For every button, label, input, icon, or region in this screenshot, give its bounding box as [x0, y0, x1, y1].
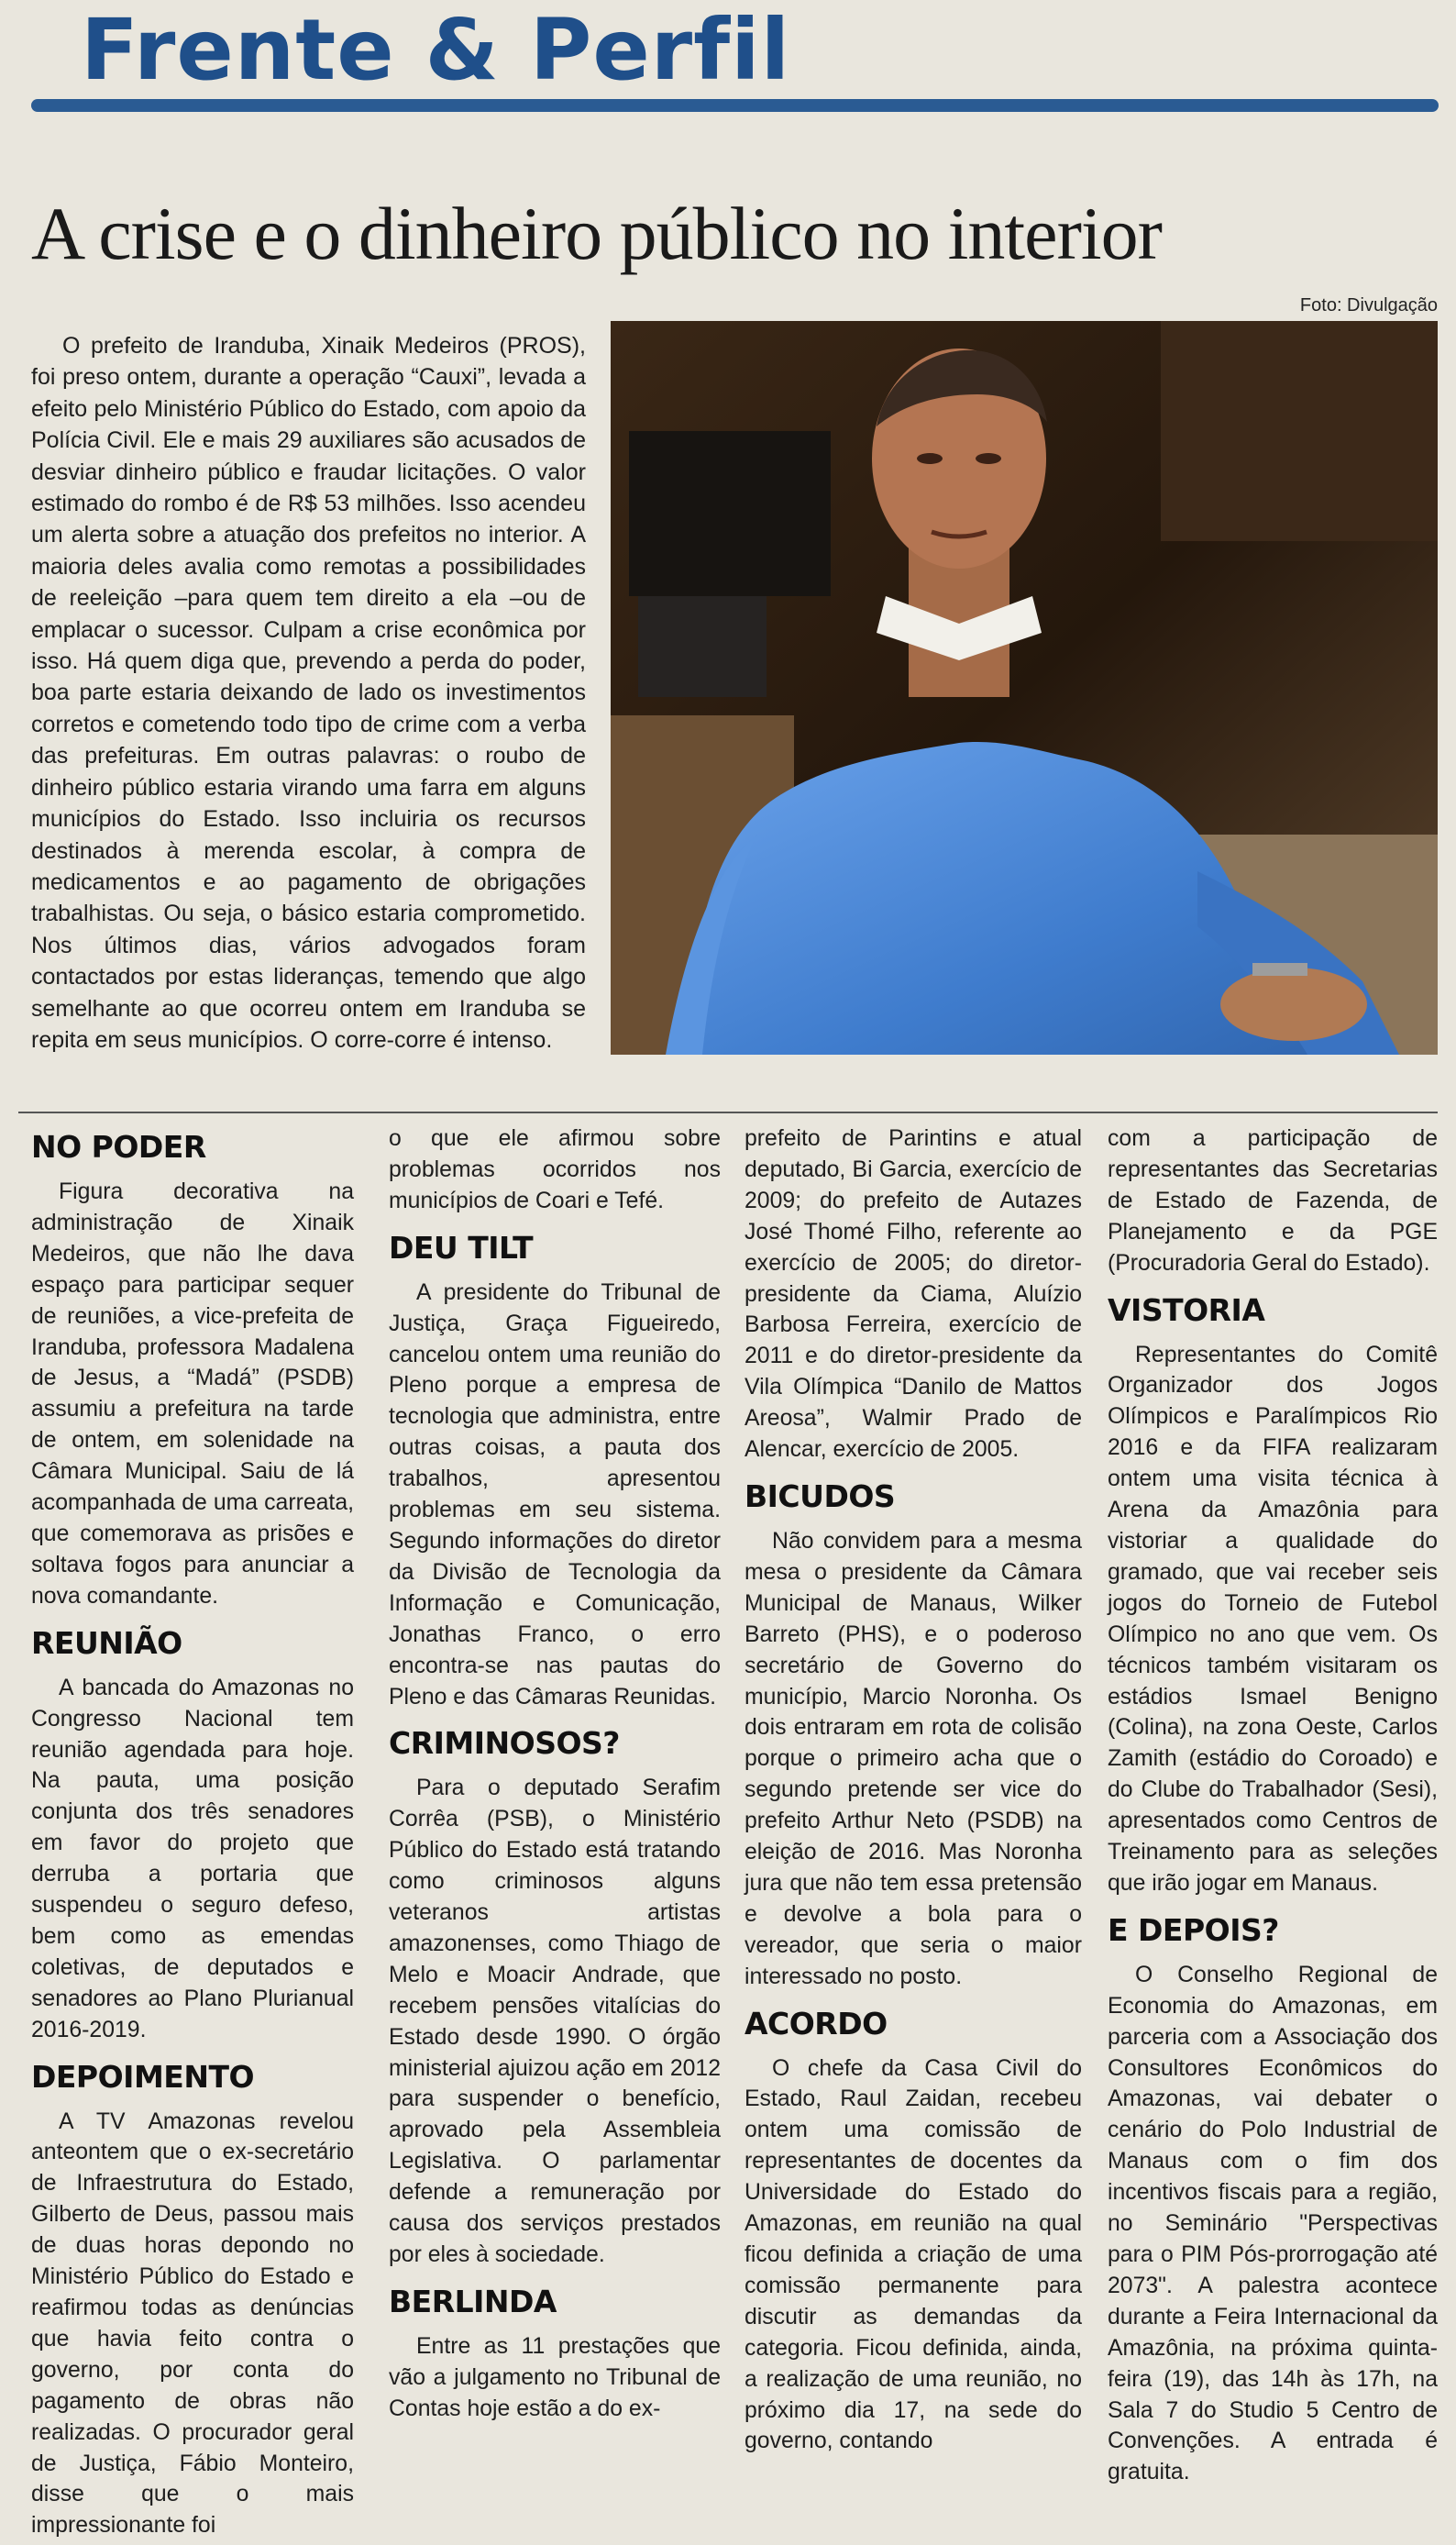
portrait-photo-icon [611, 321, 1438, 1055]
note-text: A presidente do Tribunal de Justiça, Graça Figueiredo, cancelou ontem uma reunião do Pleno porque a empresa de tecnologia que administra, entre outras coisas, a pauta dos trabalhos, apresentou problemas em seu sistema. Segundo informações do diretor da Divisão de Tecnologia da Informação e Comunicação, Jonathas Franco, o erro encontra-se nas pautas do Pleno e das Câmaras Reunidas. [389, 1279, 721, 1710]
column-divider [18, 1112, 1438, 1113]
column-2 [389, 1123, 721, 2429]
note-continuation: prefeito de Parintins e atual deputado, Bi Garcia, exercício de 2009; do prefeito de Autazes José Thomé Filho, referente ao exercício de 2005; do diretor-presidente da Ciama, Aluízio Barbosa Ferreira, exercício de 2011 e do diretor-presidente da Vila Olímpica “Danilo de Mattos Areosa”, Walmir Prado de Alencar, exercício de 2005. [745, 1126, 1082, 1463]
note-heading: CRIMINOSOS? [389, 1725, 620, 1762]
note-text: Não convidem para a mesma mesa o presidente da Câmara Municipal de Manaus, Wilker Barreto (PHS), e o poderoso secretário de Governo do município, Marcio Noronha. Os dois entraram em rota de colisão porque o primeiro acha que o segundo pretende ser vice do prefeito Arthur Neto (PSDB) na eleição de 2016. Mas Noronha jura que não tem essa pretensão e devolve a bola para o vereador, que seria o maior interessado no posto. [745, 1528, 1082, 1989]
note-heading: REUNIÃO [31, 1624, 182, 1661]
note-text: O Conselho Regional de Economia do Amazonas, em parceria com a Associação dos Consultores Econômicos do Amazonas, vai debater o cenário do Polo Industrial de Manaus com o fim dos incentivos fiscais para a região, no Seminário "Perspectivas para o PIM Pós-prorrogação até 2073". A palestra acontece durante a Feira Internacional da Amazônia, na próxima quinta-feira (19), das 14h às 17h, na Sala 7 do Studio 5 Centro de Convenções. A entrada é gratuita. [1108, 1962, 1438, 2485]
note-heading: E DEPOIS? [1108, 1911, 1279, 1948]
portrait-photo [611, 321, 1438, 1055]
note-continuation: o que ele afirmou sobre problemas ocorridos nos municípios de Coari e Tefé. [389, 1126, 721, 1213]
note-text: O chefe da Casa Civil do Estado, Raul Zaidan, recebeu ontem uma comissão de representantes de docentes da Universidade do Estado do Amazonas, em reunião na qual ficou definida a criação de uma comissão permanente para discutir as demandas da categoria. Ficou definida, ainda, a realização de uma reunião, no próximo dia 17, na sede do governo, contando [745, 2055, 1082, 2454]
section-rule [31, 99, 1439, 112]
note-heading: BICUDOS [745, 1477, 896, 1514]
section-title: Frente & Perfil [81, 1, 791, 99]
column-3 [745, 1123, 1082, 2461]
note-heading: ACORDO [745, 2005, 888, 2042]
note-text: A bancada do Amazonas no Congresso Nacional tem reunião agendada para hoje. Na pauta, uma posição conjunta dos três senadores em favor do projeto que derruba a portaria que suspendeu o seguro defeso, bem como as emendas coletivas, de deputados e senadores ao Plano Plurianual 2016-2019. [31, 1675, 354, 2042]
note-heading: DEU TILT [389, 1229, 534, 1266]
column-4 [1108, 1123, 1438, 2492]
note-text: Representantes do Comitê Organizador dos Jogos Olímpicos e Paralímpicos Rio 2016 e da FIFA realizaram ontem uma visita técnica à Arena da Amazônia para vistoriar a qualidade do gramado, que vai receber seis jogos do Torneio de Futebol Olímpico no ano que vem. Os técnicos também visitaram os estádios Ismael Benigno (Colina), na zona Oeste, Carlos Zamith (estádio do Coroado) e do Clube do Trabalhador (Sesi), apresentados como Centros de Treinamento para as seleções que irão jogar em Manaus. [1108, 1342, 1438, 1896]
photo-credit: Foto: Divulgação [1299, 295, 1438, 315]
note-heading: VISTORIA [1108, 1291, 1265, 1328]
headline: A crise e o dinheiro público no interior [31, 192, 1162, 275]
note-text: A TV Amazonas revelou anteontem que o ex-secretário de Infraestrutura do Estado, Gilberto de Deus, passou mais de duas horas depondo no Ministério Público do Estado e reafirmou todas as denúncias que havia feito contra o governo, por conta do pagamento de obras não realizadas. O procurador geral de Justiça, Fábio Monteiro, disse que o mais impressionante foi [31, 2108, 354, 2539]
note-text: Figura decorativa na administração de Xinaik Medeiros, que não lhe dava espaço para participar sequer de reuniões, a vice-prefeita de Iranduba, professora Madalena de Jesus, a “Madá” (PSDB) assumiu a prefeitura na tarde de ontem, em solenidade na Câmara Municipal. Saiu de lá acompanhada de uma carreata, que comemorava as prisões e soltava fogos para anunciar a nova comandante. [31, 1179, 354, 1609]
note-text: Entre as 11 prestações que vão a julgamento no Tribunal de Contas hoje estão a do ex- [389, 2333, 721, 2421]
note-heading: BERLINDA [389, 2283, 557, 2319]
note-continuation: com a participação de representantes das Secretarias de Estado de Fazenda, de Planejamento e da PGE (Procuradoria Geral do Estado). [1108, 1126, 1438, 1276]
note-text: Para o deputado Serafim Corrêa (PSB), o Ministério Público do Estado está tratando como criminosos alguns veteranos artistas amazonenses, como Thiago de Melo e Moacir Andrade, que recebem pensões vitalícias do Estado desde 1990. O órgão ministerial ajuizou ação em 2012 para suspender o benefício, aprovado pela Assembleia Legislativa. O parlamentar defende a remuneração por causa dos serviços prestados por eles à sociedade. [389, 1776, 721, 2267]
column-1 [31, 1123, 354, 2545]
note-heading: DEPOIMENTO [31, 2058, 255, 2095]
note-heading: NO PODER [31, 1129, 206, 1165]
lead-paragraph: O prefeito de Iranduba, Xinaik Medeiros (PROS), foi preso ontem, durante a operação “Cauxi”, levada a efeito pelo Ministério Público do Estado, com apoio da Polícia Civil. Ele e mais 29 auxiliares são acusados de desviar dinheiro público e fraudar licitações. O valor estimado do rombo é de R$ 53 milhões. Isso acendeu um alerta sobre a atuação dos prefeitos no interior. A maioria deles avalia como remotas a possibilidades de reeleição –para quem tem direito a ela –ou de emplacar o sucessor. Culpam a crise econômica por isso. Há quem diga que, prevendo a perda do poder, boa parte estaria deixando de lado os investimentos corretos e cometendo todo tipo de crime com a verba das prefeituras. Em outras palavras: o roubo de dinheiro público estaria virando uma farra em alguns municípios do Estado. Isso incluiria os recursos destinados à merenda escolar, à compra de medicamentos e ao pagamento de obrigações trabalhistas. Ou seja, o básico estaria comprometido. Nos últimos dias, vários advogados foram contactados por estas lideranças, temendo que algo semelhante ao que ocorreu ontem em Iranduba se repita em seus municípios. O corre-corre é intenso. [31, 333, 586, 1053]
